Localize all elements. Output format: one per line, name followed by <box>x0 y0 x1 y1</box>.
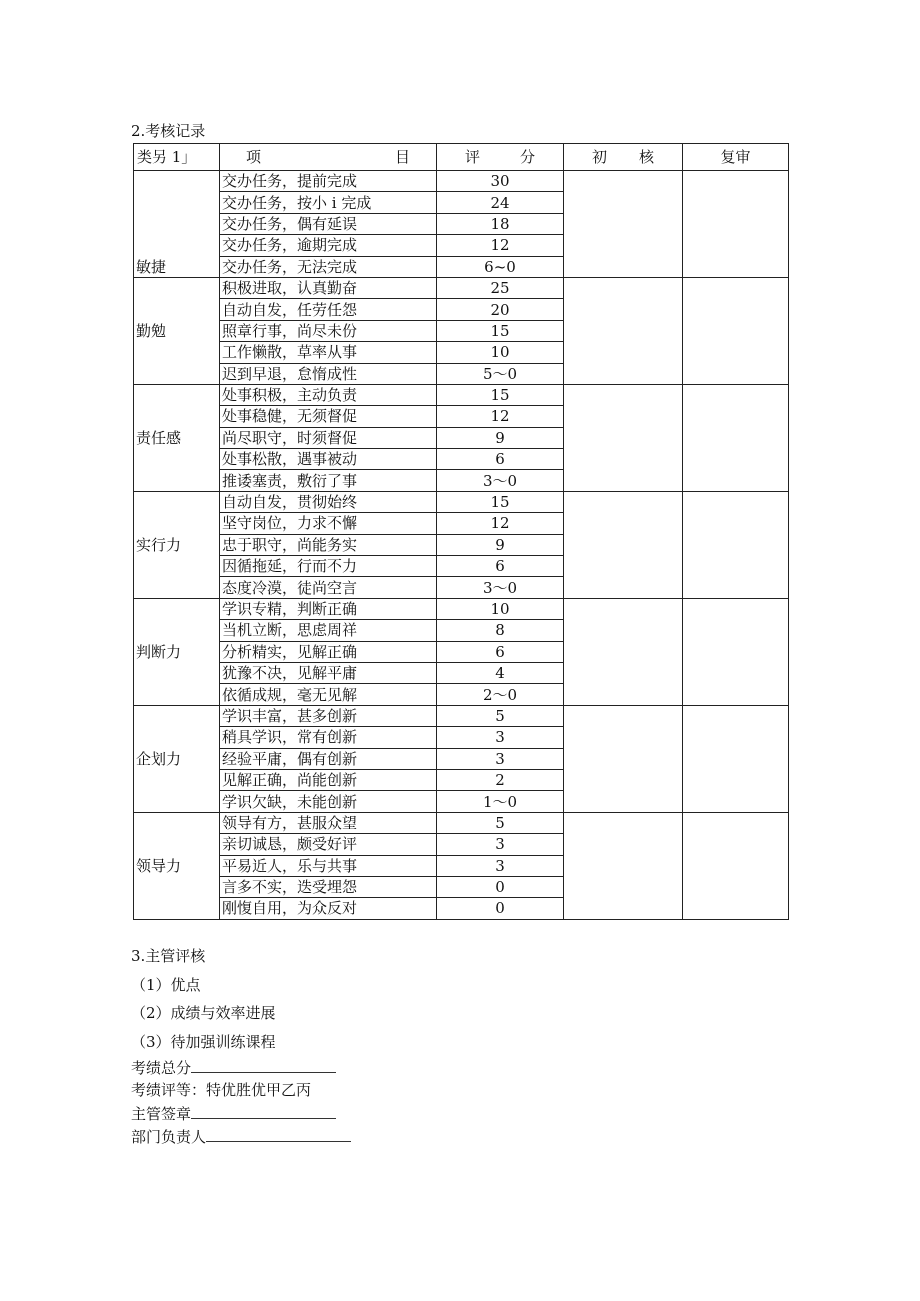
table-row <box>134 598 789 619</box>
category-cell: 敏捷 <box>134 171 220 278</box>
total-score-blank[interactable] <box>191 1056 336 1073</box>
table-row <box>134 491 789 512</box>
item-cell: 忠于职守，尚能务实 <box>220 534 437 555</box>
header-item: 项 目 <box>220 144 437 171</box>
category-cell: 勤勉 <box>134 277 220 384</box>
score-cell: 3 <box>437 855 564 876</box>
item-cell: 推诿塞责，敷衍了事 <box>220 470 437 491</box>
item-cell: 经验平庸，偶有创新 <box>220 748 437 769</box>
item-cell: 交办任务，逾期完成 <box>220 235 437 256</box>
item-cell: 分析精实，见解正确 <box>220 641 437 662</box>
initial-review-cell[interactable] <box>564 171 683 278</box>
grade-field <box>131 1079 731 1102</box>
item-cell: 态度冷漠，徒尚空言 <box>220 577 437 598</box>
item-cell: 稍具学识，常有创新 <box>220 727 437 748</box>
score-cell: 5 <box>437 705 564 726</box>
final-review-cell[interactable] <box>683 384 789 491</box>
header-score: 评 分 <box>437 144 564 171</box>
final-review-cell[interactable] <box>683 705 789 812</box>
score-cell: 0 <box>437 898 564 919</box>
header-final-review: 复审 <box>683 144 789 171</box>
score-cell: 1～0 <box>437 791 564 812</box>
section-title-supervisor-review: 3.主管评核 <box>131 947 206 965</box>
score-cell: 24 <box>437 192 564 213</box>
category-cell: 实行力 <box>134 491 220 598</box>
table-row <box>134 705 789 726</box>
item-cell: 交办任务，提前完成 <box>220 171 437 192</box>
score-cell: 20 <box>437 299 564 320</box>
item-cell: 学识欠缺，未能创新 <box>220 791 437 812</box>
item-cell: 处事松散，遇事被动 <box>220 449 437 470</box>
review-item-training: （3）待加强训练课程 <box>131 1032 276 1051</box>
score-cell: 6 <box>437 449 564 470</box>
score-cell: 10 <box>437 598 564 619</box>
item-cell: 积极进取，认真勤奋 <box>220 277 437 298</box>
initial-review-cell[interactable] <box>564 384 683 491</box>
supervisor-signature-label: 主管签章 <box>131 1105 192 1123</box>
score-cell: 6 <box>437 641 564 662</box>
score-cell: 2 <box>437 769 564 790</box>
score-cell: 8 <box>437 620 564 641</box>
assessment-table <box>133 143 789 920</box>
item-cell: 照章行事，尚尽未份 <box>220 320 437 341</box>
final-review-cell[interactable] <box>683 812 789 919</box>
total-score-field[interactable] <box>131 1056 731 1079</box>
item-cell: 交办任务，偶有延误 <box>220 213 437 234</box>
supervisor-review-section <box>131 942 731 1148</box>
score-cell: 6~0 <box>437 256 564 277</box>
score-cell: 10 <box>437 342 564 363</box>
score-cell: 5～0 <box>437 363 564 384</box>
dept-head-blank[interactable] <box>206 1125 351 1142</box>
final-review-cell[interactable] <box>683 171 789 278</box>
item-cell: 平易近人，乐与共事 <box>220 855 437 876</box>
final-review-cell[interactable] <box>683 491 789 598</box>
item-cell: 领导有方，甚服众望 <box>220 812 437 833</box>
score-cell: 15 <box>437 384 564 405</box>
item-cell: 尚尽职守，时须督促 <box>220 427 437 448</box>
initial-review-cell[interactable] <box>564 812 683 919</box>
table-row <box>134 277 789 298</box>
header-category: 类另 1」 <box>134 144 220 171</box>
category-cell: 领导力 <box>134 812 220 919</box>
score-cell: 9 <box>437 534 564 555</box>
final-review-cell[interactable] <box>683 598 789 705</box>
item-cell: 自动自发，贯彻始终 <box>220 491 437 512</box>
score-cell: 3 <box>437 834 564 855</box>
final-review-cell[interactable] <box>683 277 789 384</box>
item-cell: 言多不实，迭受埋怨 <box>220 876 437 897</box>
item-cell: 处事积极，主动负责 <box>220 384 437 405</box>
section-title-assessment-record: 2.考核记录 <box>131 122 206 140</box>
table-body <box>134 171 789 920</box>
score-cell: 3～0 <box>437 577 564 598</box>
score-cell: 12 <box>437 235 564 256</box>
score-cell: 2～0 <box>437 684 564 705</box>
score-cell: 9 <box>437 427 564 448</box>
item-cell: 工作懒散，草率从事 <box>220 342 437 363</box>
score-cell: 15 <box>437 320 564 341</box>
item-cell: 见解正确，尚能创新 <box>220 769 437 790</box>
score-cell: 12 <box>437 406 564 427</box>
item-cell: 学识专精，判断正确 <box>220 598 437 619</box>
item-cell: 学识丰富，甚多创新 <box>220 705 437 726</box>
dept-head-label: 部门负责人 <box>131 1128 207 1146</box>
score-cell: 3 <box>437 727 564 748</box>
initial-review-cell[interactable] <box>564 705 683 812</box>
item-cell: 坚守岗位，力求不懈 <box>220 513 437 534</box>
score-cell: 5 <box>437 812 564 833</box>
score-cell: 3～0 <box>437 470 564 491</box>
supervisor-signature-blank[interactable] <box>191 1102 336 1119</box>
grade-label: 考绩评等：特优胜优甲乙丙 <box>131 1081 312 1099</box>
category-cell: 责任感 <box>134 384 220 491</box>
item-cell: 刚愎自用，为众反对 <box>220 898 437 919</box>
score-cell: 4 <box>437 662 564 683</box>
item-cell: 处事稳健，无须督促 <box>220 406 437 427</box>
item-cell: 依循成规，毫无见解 <box>220 684 437 705</box>
score-cell: 25 <box>437 277 564 298</box>
score-cell: 30 <box>437 171 564 192</box>
supervisor-signature-field[interactable] <box>131 1102 731 1125</box>
score-cell: 0 <box>437 876 564 897</box>
header-initial-review: 初 核 <box>564 144 683 171</box>
score-cell: 18 <box>437 213 564 234</box>
table-row <box>134 384 789 405</box>
item-cell: 因循拖延，行而不力 <box>220 556 437 577</box>
total-score-label: 考绩总分 <box>131 1059 192 1077</box>
item-cell: 亲切诚恳，颇受好评 <box>220 834 437 855</box>
item-cell: 交办任务，按小 i 完成 <box>220 192 437 213</box>
item-cell: 交办任务，无法完成 <box>220 256 437 277</box>
category-cell: 企划力 <box>134 705 220 812</box>
initial-review-cell[interactable] <box>564 277 683 384</box>
review-item-performance: （2）成绩与效率进展 <box>131 1004 276 1022</box>
item-cell: 犹豫不决，见解平庸 <box>220 662 437 683</box>
table-header-row <box>134 144 789 171</box>
score-cell: 6 <box>437 556 564 577</box>
table-row <box>134 812 789 833</box>
score-cell: 12 <box>437 513 564 534</box>
item-cell: 自动自发，任劳任怨 <box>220 299 437 320</box>
initial-review-cell[interactable] <box>564 598 683 705</box>
item-cell: 当机立断，思虑周祥 <box>220 620 437 641</box>
category-cell: 判断力 <box>134 598 220 705</box>
review-item-strengths: （1）优点 <box>131 975 201 994</box>
item-cell: 迟到早退，怠惰成性 <box>220 363 437 384</box>
initial-review-cell[interactable] <box>564 491 683 598</box>
score-cell: 15 <box>437 491 564 512</box>
table-row <box>134 171 789 192</box>
score-cell: 3 <box>437 748 564 769</box>
dept-head-field[interactable] <box>131 1125 731 1148</box>
